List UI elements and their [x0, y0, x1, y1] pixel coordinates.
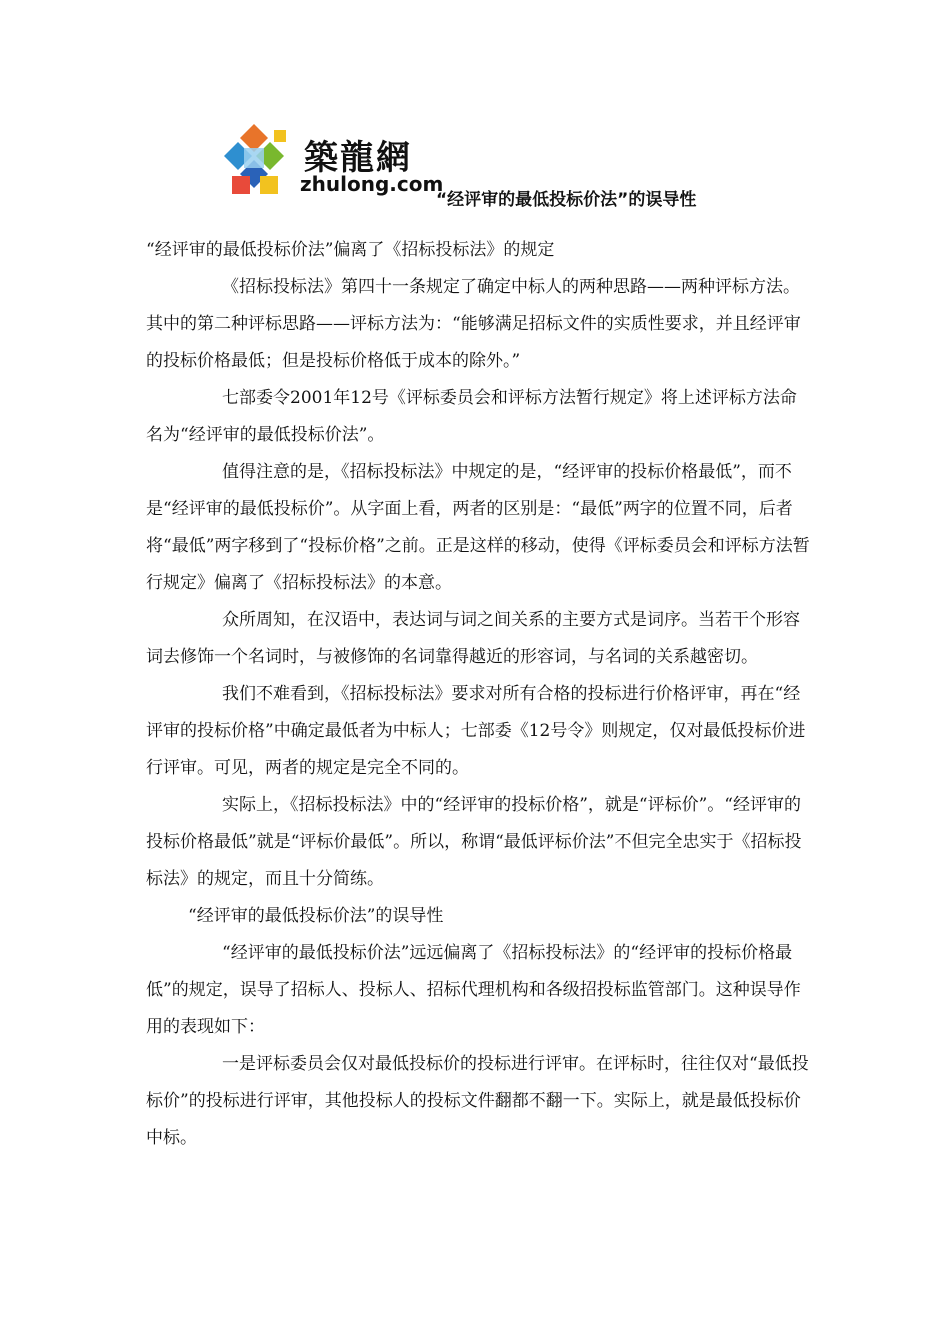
paragraph: 我们不难看到，《招标投标法》要求对所有合格的投标进行价格评审，再在“经评审的投标价格”中确定最低者为中标人；七部委《12号令》则规定，仅对最低投标价进行评审。可见，两者的规定是完全不同的。: [146, 684, 806, 778]
paragraph: 七部委令2001年12号《评标委员会和评标方法暂行规定》将上述评标方法命名为“经评审的最低投标价法”。: [146, 388, 797, 445]
logo-cube-right: [260, 176, 278, 194]
paragraph: 实际上，《招标投标法》中的“经评审的投标价格”，就是“评标价”。“经评审的投标价格最低”就是“评标价最低”。所以，称谓“最低评标价法”不但完全忠实于《招标投标法》的规定，而且十分简练。: [146, 795, 802, 889]
logo-cube-mid: [244, 148, 264, 168]
paragraph: 众所周知，在汉语中，表达词与词之间关系的主要方式是词序。当若干个形容词去修饰一个名词时，与被修饰的名词靠得越近的形容词，与名词的关系越密切。: [146, 610, 800, 667]
paragraph: 值得注意的是，《招标投标法》中规定的是，“经评审的投标价格最低”，而不是“经评审的最低投标价”。从字面上看，两者的区别是：“最低”两字的位置不同，后者将“最低”两字移到了“投标价格”之前。正是这样的移动，使得《评标委员会和评标方法暂行规定》偏离了《招标投标法》的本意。: [146, 462, 810, 593]
document-title: “经评审的最低投标价法”的误导性: [436, 190, 697, 210]
section-heading-1: “经评审的最低投标价法”偏离了《招标投标法》的规定: [146, 240, 555, 260]
section-heading-2: “经评审的最低投标价法”的误导性: [188, 906, 444, 926]
logo-cube-left: [232, 176, 250, 194]
document-body: [146, 232, 810, 1157]
paragraph: 一是评标委员会仅对最低投标价的投标进行评审。在评标时，往往仅对“最低投标价”的投标进行评审，其他投标人的投标文件翻都不翻一下。实际上，就是最低投标价中标。: [146, 1054, 809, 1148]
paragraph: 《招标投标法》第四十一条规定了确定中标人的两种思路——两种评标方法。其中的第二种评标思路——评标方法为：“能够满足招标文件的实质性要求，并且经评审的投标价格最低；但是投标价格低于成本的除外。”: [146, 277, 801, 371]
logo-domain: zhulong.com: [300, 172, 444, 196]
logo-petal-top: [240, 124, 268, 152]
logo-cube-small: [274, 130, 286, 142]
paragraph: “经评审的最低投标价法”远远偏离了《招标投标法》的“经评审的投标价格最低”的规定，误导了招标人、投标人、招标代理机构和各级招投标监管部门。这种误导作用的表现如下：: [146, 943, 801, 1037]
logo-text: 築龍網: [304, 138, 412, 178]
